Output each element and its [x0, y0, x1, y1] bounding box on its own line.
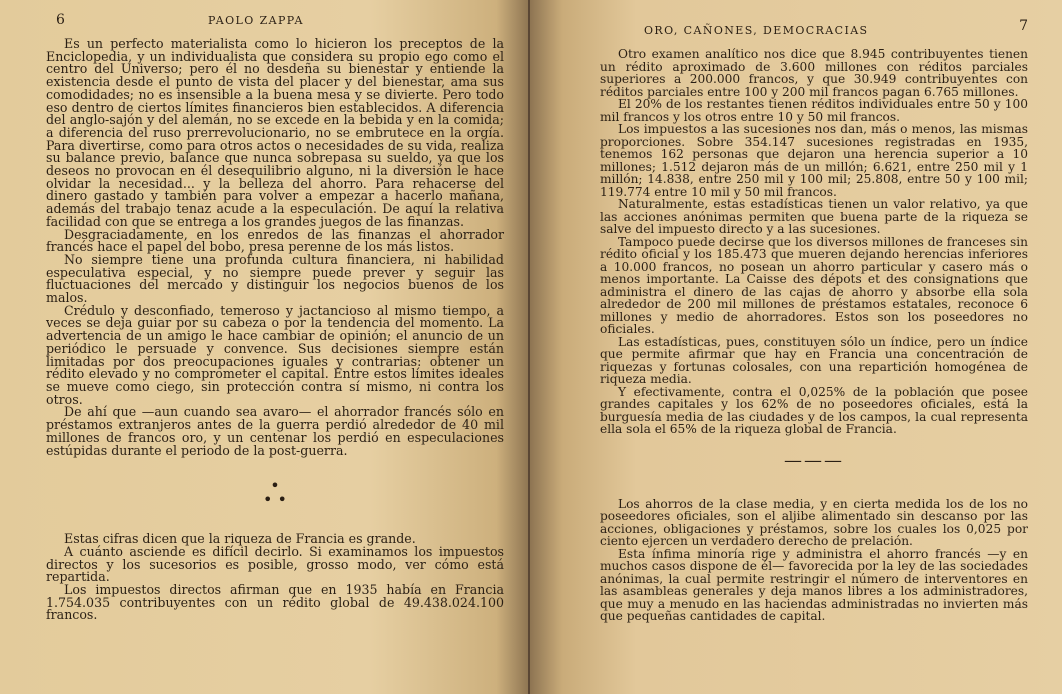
right-paragraph: Naturalmente, estas estadísticas tienen un valor relativo, ya que las acciones anónimas permiten que buena parte de la riqueza se salve del impuesto directo y a las sucesiones. [600, 197, 1028, 236]
left-page [0, 0, 528, 694]
right-paragraph: Las estadísticas, pues, constituyen sólo un índice, pero un índice que permite afirmar que hay en Francia una concentración de riquezas y fortunas colosales, con una repartición homogénea de riqueza media. [600, 334, 1028, 386]
left-paragraph: Crédulo y desconfiado, temeroso y jactancioso al mismo tiempo, a veces se deja guiar por su cabeza o por la tendencia del momento. La advertencia de un amigo le hace cambiar de opinión; el anuncio de un periódico le persuade y convence. Sus decisiones siempre están limitadas por dos preocupaciones iguales y contrarias: obtener un rédito elevado y no comprometer el capital. Entre estos límites ideales se mueve como ciego, sin protección contra sí mismo, ni contra los otros. [46, 302, 504, 407]
left-paragraph: Estas cifras dicen que la riqueza de Francia es grande. [64, 531, 416, 547]
right-paragraph: El 20% de los restantes tienen réditos individuales entre 50 y 100 mil francos y los otros entre 10 y 50 mil francos. [600, 97, 1028, 124]
right-paragraph: Los impuestos a las sucesiones nos dan, más o menos, las mismas proporciones. Sobre 354.147 sucesiones registradas en 1935, tenemos 162 personas que dejaron una herencia superior a 10 millones; 1.512 dejaron más de un millón; 6.621, entre 250 mil y 1 millón; 14.838, entre 250 mil y 100 mil; 25.808, entre 50 y 100 mil; 119.774 entre 10 mil y 50 mil francos. [600, 122, 1028, 199]
section-divider: ——— [784, 449, 844, 471]
left-paragraph: A cuánto asciende es difícil decirlo. Si examinamos los impuestos directos y los sucesorios es posible, grosso modo, ver cómo está repartida. [46, 543, 504, 585]
right-paragraph: Esta ínfima minoría rige y administra el ahorro francés —y en muchos casos dispone de él— favorecida por la ley de las sociedades anónimas, la cual permite restringir el número de interventores en las asambleas generales y deja manos libres a los administradores, que muy a menudo en las haciendas administradas no invierten más que pequeñas cantidades de capital. [600, 546, 1028, 623]
section-separator [46, 476, 504, 510]
left-paragraph: Es un perfecto materialista como lo hicieron los preceptos de la Enciclopedia, y un individualista que considera su propio ego como el centro del Universo; pero él no desdeña su bienestar y entiende la existencia desde el punto de vista del placer y del bienestar, ama sus comodidades; no es insensible a la buena mesa y se divierte. Pero todo eso dentro de ciertos límites financieros bien establecidos. A diferencia del anglo-sajón y del alemán, no se excede en la bebida y en la comida; a diferencia del ruso prerrevolucionario, no se embrutece en la orgía. Para divertirse, como para otros actos o necesidades de su vida, realiza su balance previo, balance que nunca sobrepasa su sueldo, ya que los deseos no provocan en él desequilibrio alguno, ni la diversión le hace olvidar la necesidad... y la belleza del ahorro. Para rehacerse del dinero gastado y también para volver a empezar a hacerlo mañana, además del trabajo tenaz acude a la especulación. De aquí la relativa facilidad con que se entrega a los grandes juegos de las finanzas. [46, 36, 504, 229]
right-paragraph: Y efectivamente, contra el 0,025% de la población que posee grandes capitales y los 62% de no poseedores oficiales, está la burguesía media de las ciudades y de los campos, la cual representa ella sola el 65% de la riqueza global de Francia. [600, 384, 1028, 436]
right-paragraph: Tampoco puede decirse que los diversos millones de franceses sin rédito oficial y los 185.473 que mueren dejando herencias inferiores a 10.000 francos, no posean un ahorro particular y casero más o menos importante. La Caisse des dépots et des consignations que administra el dinero de las cajas de ahorro y absorbe ella sola alrededor de 200 mil millones de préstamos estatales, reconoce 6 millones y medio de ahorradores. Estos son los poseedores no oficiales. [600, 234, 1028, 336]
right-paragraph: Los ahorros de la clase media, y en cierta medida los de los no poseedores oficiales, son el aljibe alimentado sin descanso por las acciones, obligaciones y préstamos, sobre los cuales los 0,025 por ciento ejercen un verdadero derecho de prelación. [600, 496, 1028, 548]
separator-dot-top: • [270, 476, 280, 496]
right-running-title: ORO, CAÑONES, DEMOCRACIAS [644, 24, 869, 37]
left-running-head [46, 14, 504, 34]
left-paragraph: No siempre tiene una profunda cultura financiera, ni habilidad especulativa especial, y no siempre puede prever y seguir las fluctuaciones del mercado y distinguir los negocios buenos de los malos. [46, 251, 504, 306]
left-paragraph: Desgraciadamente, en los enredos de las finanzas el ahorrador francés hace el papel del bobo, presa perenne de los más listos. [46, 226, 504, 255]
left-paragraph: De ahí que —aun cuando sea avaro— el ahorrador francés sólo en préstamos extranjeros antes de la guerra perdió alrededor de 40 mil millones de francos oro, y un centenar los perdió en especulaciones estúpidas durante el periodo de la post-guerra. [46, 404, 504, 458]
left-page-number: 6 [56, 12, 65, 28]
right-running-head [600, 18, 1028, 44]
right-page [530, 0, 1062, 694]
left-running-title: PAOLO ZAPPA [208, 14, 304, 27]
right-page-number: 7 [1019, 18, 1028, 34]
left-paragraph: Los impuestos directos afirman que en 1935 había en Francia 1.754.035 contribuyentes con un rédito global de 49.438.024.100 francos. [46, 582, 504, 623]
right-paragraph: Otro examen analítico nos dice que 8.945 contribuyentes tienen un rédito aproximado de 3.600 millones con réditos parciales superiores a 200.000 francos, y que 30.949 contribuyentes con réditos parciales entre 100 y 200 mil francos pagan 6.765 millones. [600, 47, 1028, 99]
separator-dots-bottom: • • [263, 490, 287, 510]
